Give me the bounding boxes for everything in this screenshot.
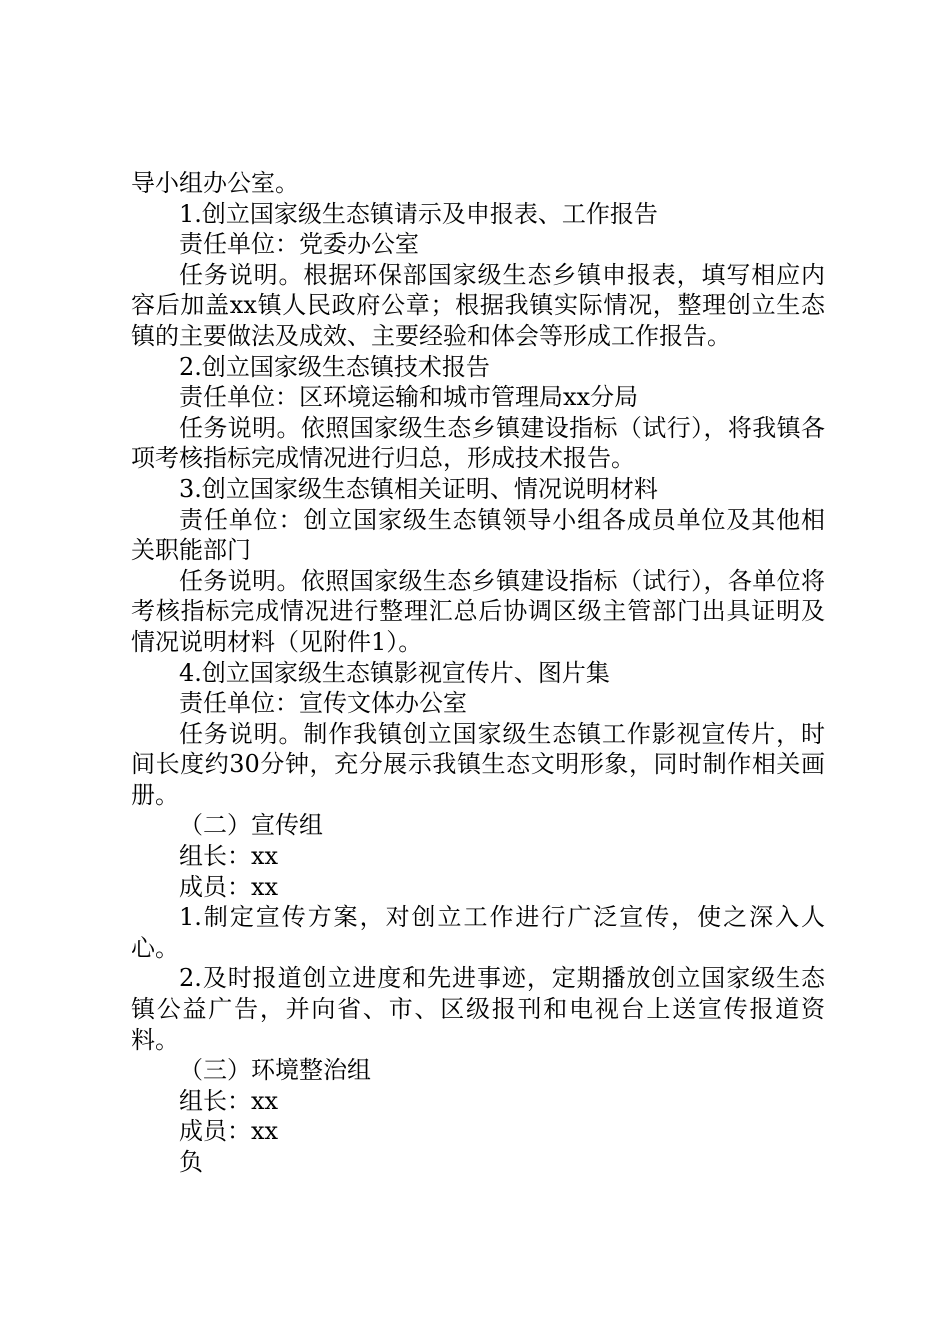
responsible-unit-3: 责任单位：创立国家级生态镇领导小组各成员单位及其他相关职能部门 [131, 505, 825, 565]
task-description-1: 任务说明。根据环保部国家级生态乡镇申报表，填写相应内容后加盖xx镇人民政府公章；根据我镇实际情况，整理创立生态镇的主要做法及成效、主要经验和体会等形成工作报告。 [131, 260, 825, 350]
task-description-4: 任务说明。制作我镇创立国家级生态镇工作影视宣传片，时间长度约30分钟，充分展示我镇生态文明形象，同时制作相关画册。 [131, 719, 825, 809]
paragraph-continuation: 导小组办公室。 [131, 169, 299, 197]
task-heading-4: 4.创立国家级生态镇影视宣传片、图片集 [179, 658, 610, 687]
task-heading-2: 2.创立国家级生态镇技术报告 [179, 352, 490, 381]
section-heading-publicity: （二）宣传组 [179, 811, 323, 840]
responsible-unit-2: 责任单位：区环境运输和城市管理局xx分局 [179, 383, 639, 412]
section-heading-environment: （三）环境整治组 [179, 1056, 371, 1085]
responsible-unit-1: 责任单位：党委办公室 [179, 230, 419, 259]
environment-members: 成员：xx [179, 1117, 279, 1146]
task-description-2: 任务说明。依照国家级生态乡镇建设指标（试行），将我镇各项考核指标完成情况进行归总，形成技术报告。 [131, 413, 825, 473]
responsible-unit-4: 责任单位：宣传文体办公室 [179, 689, 467, 718]
publicity-members: 成员：xx [179, 872, 279, 901]
task-description-3: 任务说明。依照国家级生态乡镇建设指标（试行），各单位将考核指标完成情况进行整理汇总后协调区级主管部门出具证明及情况说明材料（见附件1）。 [131, 566, 825, 656]
publicity-leader: 组长：xx [179, 842, 279, 871]
task-heading-1: 1.创立国家级生态镇请示及申报表、工作报告 [179, 199, 658, 228]
document-body [131, 168, 825, 1178]
paragraph-truncated: 负 [179, 1148, 203, 1176]
environment-leader: 组长：xx [179, 1086, 279, 1115]
publicity-item-2: 2.及时报道创立进度和先进事迹，定期播放创立国家级生态镇公益广告，并向省、市、区级报刊和电视台上送宣传报道资料。 [131, 964, 825, 1054]
task-heading-3: 3.创立国家级生态镇相关证明、情况说明材料 [179, 474, 658, 503]
publicity-item-1: 1.制定宣传方案，对创立工作进行广泛宣传，使之深入人心。 [131, 903, 825, 962]
